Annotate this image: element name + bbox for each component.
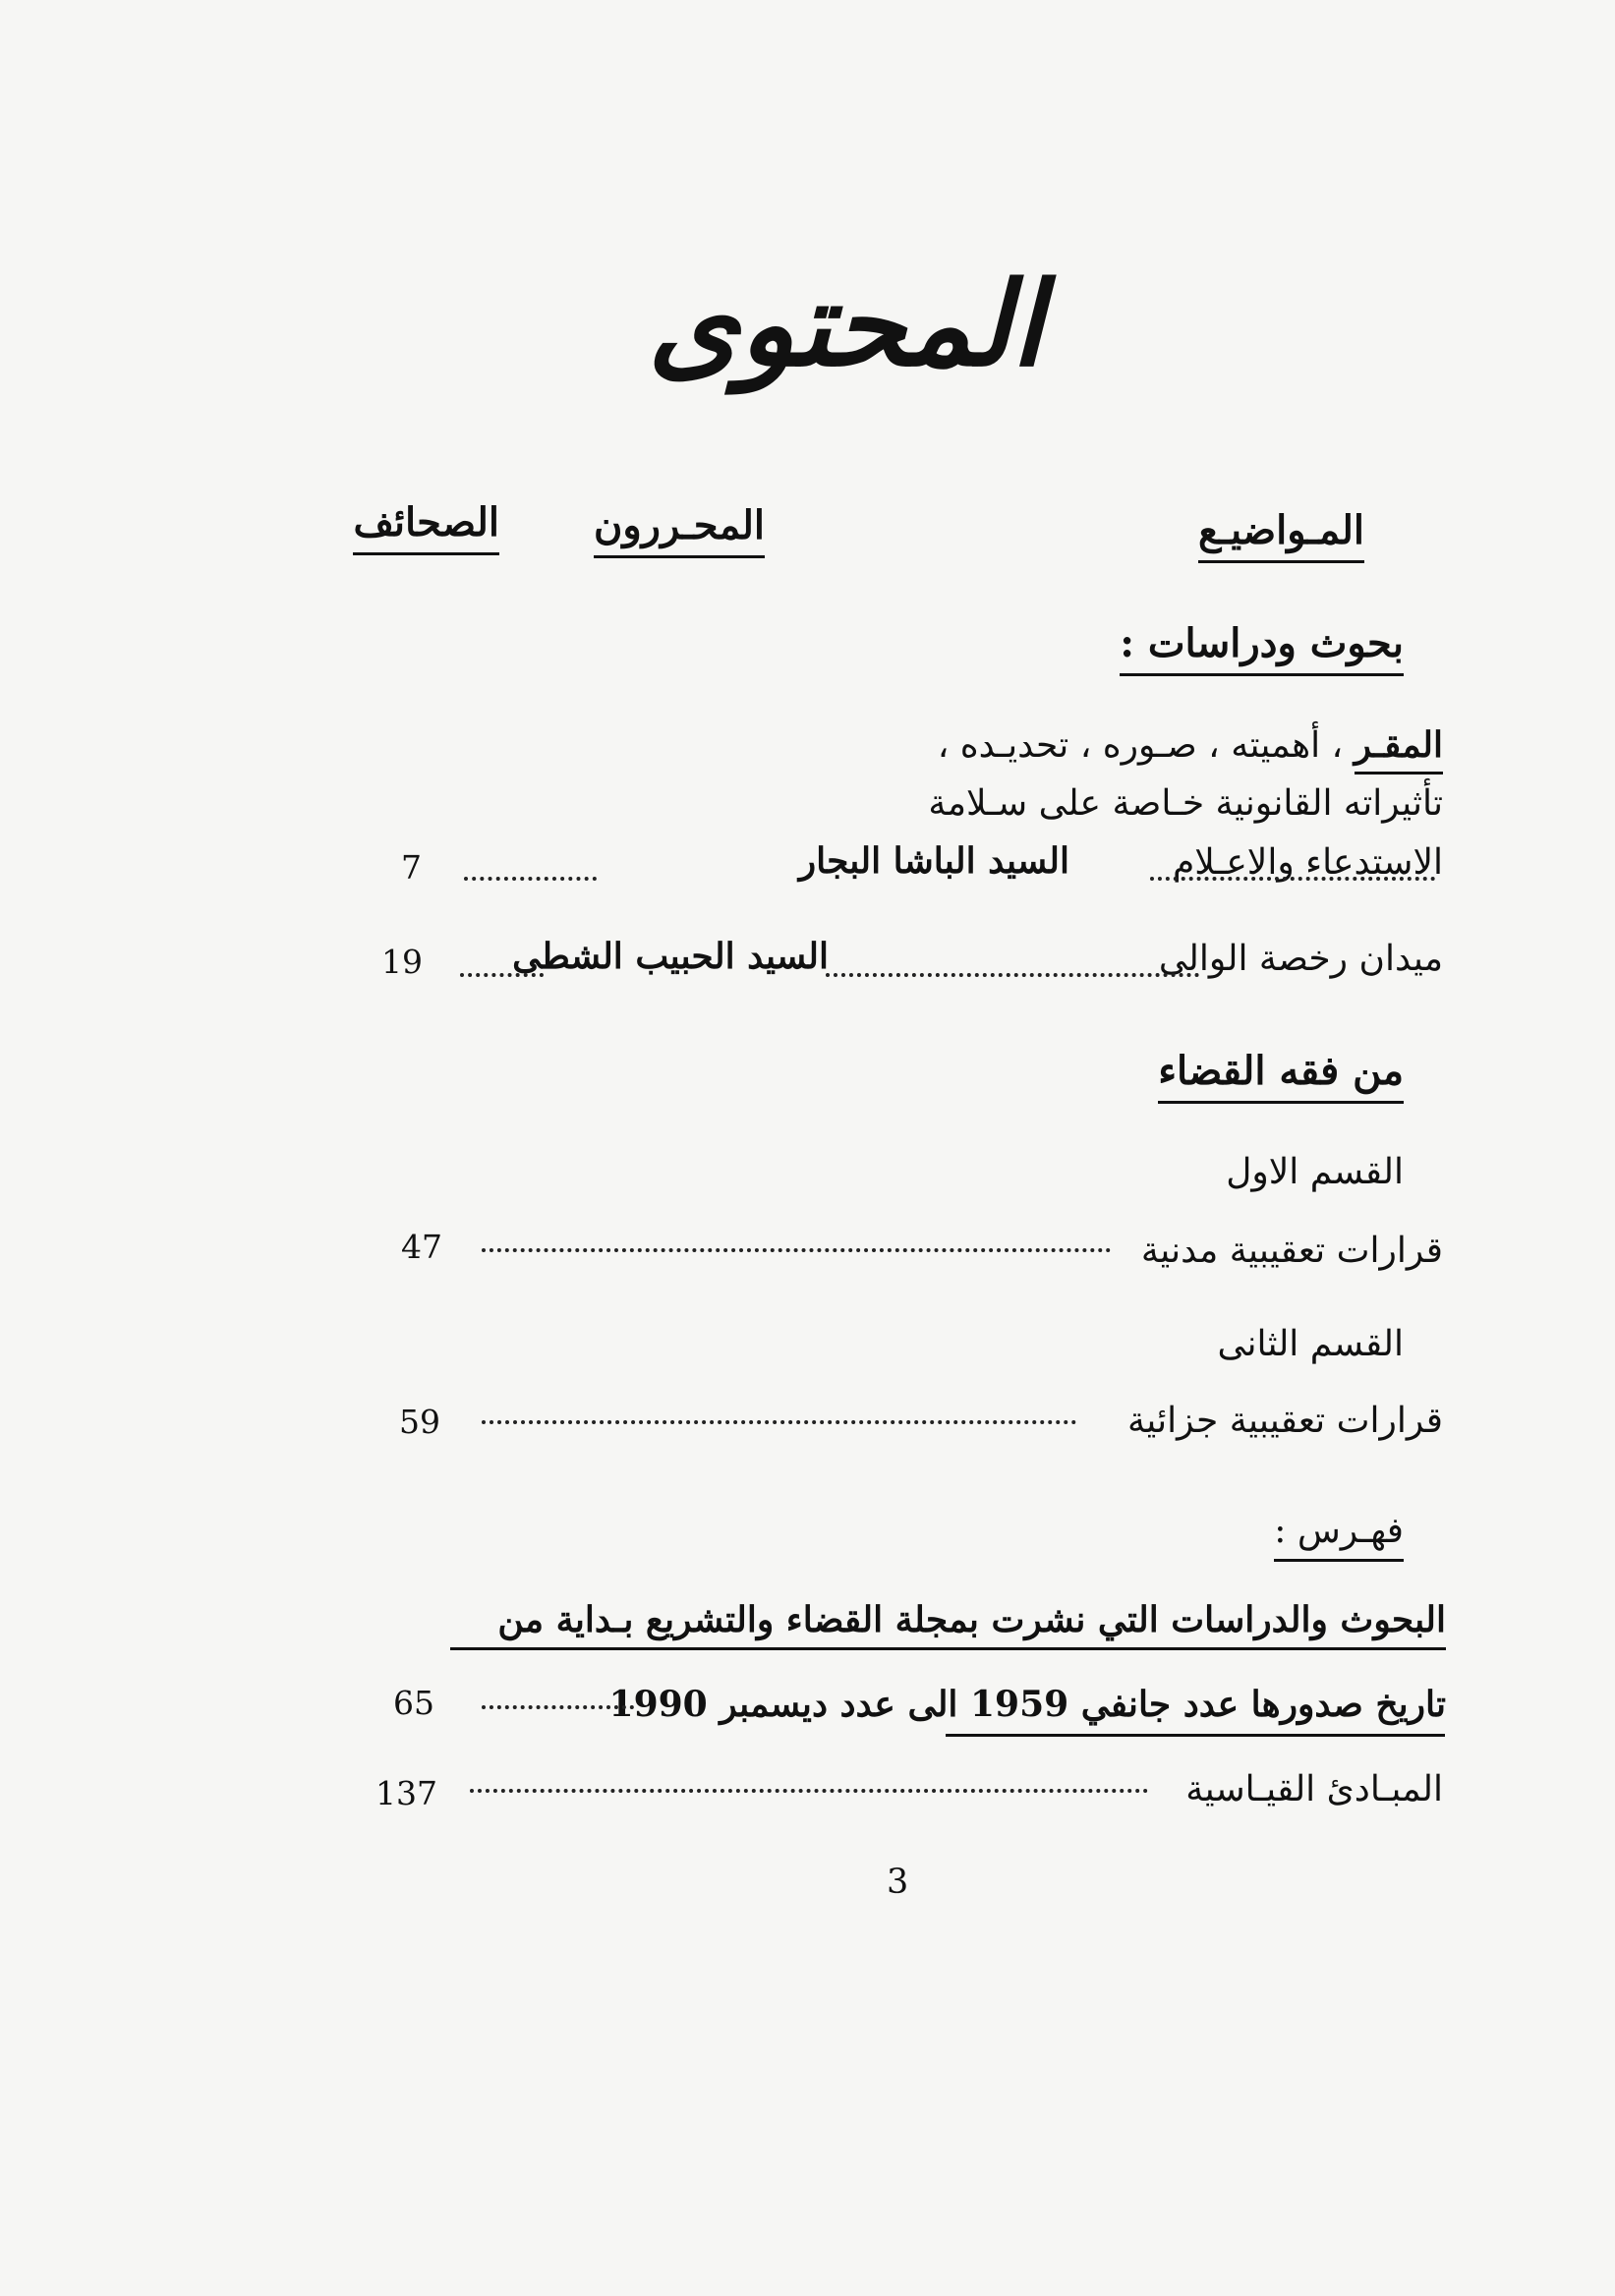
entry-5-line-1: البحوث والدراسات التي نشرت بمجلة القضاء والتشريع بـداية من — [450, 1602, 1446, 1650]
entry-4-leader-dots — [482, 1420, 1076, 1424]
entry-1-line-2: تأثيراته القانونية خـاصة على سـلامة — [928, 783, 1443, 824]
entry-1-line-3: الاستدعاء والاعـلام — [1173, 842, 1443, 883]
entry-1-author-dots — [464, 877, 597, 881]
entry-4-title: قرارات تعقيبية جزائية — [1126, 1401, 1443, 1441]
entry-5-page: 65 — [393, 1684, 434, 1722]
header-topics: المـواضيـع — [1198, 511, 1364, 563]
entry-2-author-dots — [460, 973, 544, 977]
entry-4-page: 59 — [399, 1403, 440, 1441]
entry-1-line-1 — [937, 724, 1443, 766]
part-1-heading: القسم الاول — [1226, 1152, 1404, 1192]
entry-2-leader-dots — [826, 973, 1199, 977]
part-2-heading: القسم الثانى — [1217, 1324, 1404, 1364]
section-research: بحوث ودراسات : — [1120, 624, 1404, 676]
entry-5-underline — [946, 1734, 1445, 1737]
entry-5-line-2: تاريخ صدورها عدد جانفي 1959 الى عدد ديسمبر 1990 — [608, 1684, 1446, 1725]
entry-3-leader-dots — [482, 1248, 1111, 1252]
entry-1-keyword: المقـر — [1355, 724, 1443, 775]
entry-1-line-1-text: ، أهميته ، صـوره ، تحديـده ، — [937, 725, 1344, 766]
section-jurisprudence: من فقه القضاء — [1158, 1052, 1404, 1104]
entry-2-page: 19 — [381, 943, 423, 981]
header-pages: الصحائف — [353, 503, 499, 555]
entry-3-page: 47 — [401, 1228, 442, 1266]
header-editors: المحـررون — [594, 506, 765, 558]
entry-1-leader-dots — [1150, 877, 1435, 881]
entry-1-author: السيد الباشا البجار — [798, 840, 1069, 882]
entry-6-page: 137 — [375, 1774, 437, 1812]
entry-1-page: 7 — [401, 848, 422, 887]
entry-2-author: السيد الحبيب الشطى — [512, 936, 829, 977]
page-number: 3 — [887, 1863, 909, 1902]
entry-3-title: قرارات تعقيبية مدنية — [1140, 1231, 1443, 1271]
entry-5-leader-dots — [482, 1705, 634, 1709]
page-title: المحتوى — [647, 256, 1044, 392]
section-index: فهـرس : — [1274, 1514, 1404, 1562]
entry-6-leader-dots — [470, 1789, 1148, 1793]
entry-6-title: المبـادئ القيـاسية — [1185, 1769, 1443, 1809]
entry-2-title: ميدان رخصة الوالى — [1158, 939, 1443, 979]
